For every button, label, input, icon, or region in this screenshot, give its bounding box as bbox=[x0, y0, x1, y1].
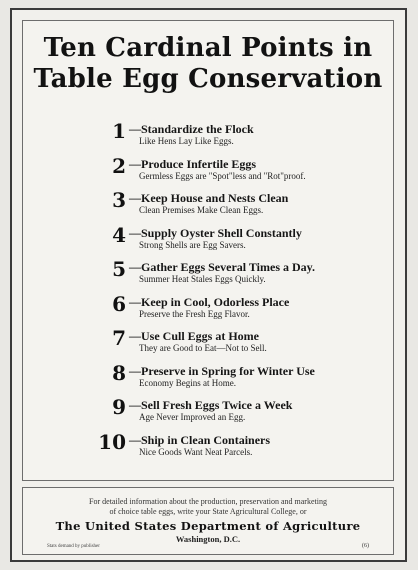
point-subtitle: Summer Heat Stales Eggs Quickly. bbox=[139, 274, 266, 284]
info-line: of choice table eggs, write your State Agricultural College, or bbox=[109, 507, 307, 516]
point-heading: —Supply Oyster Shell Constantly bbox=[129, 225, 302, 240]
point-number: 5 bbox=[112, 257, 126, 281]
cardinal-point-7 bbox=[98, 327, 388, 362]
cardinal-point-10 bbox=[98, 431, 388, 466]
info-text bbox=[43, 497, 373, 517]
cardinal-point-2 bbox=[98, 155, 388, 190]
point-subtitle: Clean Premises Make Clean Eggs. bbox=[139, 205, 264, 215]
poster-code: (6) bbox=[362, 543, 369, 549]
point-subtitle: They are Good to Eat—Not to Sell. bbox=[139, 343, 267, 353]
point-number: 2 bbox=[112, 153, 126, 178]
cardinal-point-6 bbox=[98, 293, 388, 328]
point-subtitle: Economy Begins at Home. bbox=[139, 377, 236, 388]
point-subtitle: Age Never Improved an Egg. bbox=[139, 412, 246, 422]
department-name: The United States Department of Agriculture bbox=[55, 519, 361, 533]
cardinal-point-3 bbox=[98, 189, 388, 224]
point-number: 6 bbox=[112, 291, 126, 316]
point-heading: —Use Cull Eggs at Home bbox=[129, 329, 259, 343]
publisher-credit: Stats demand by publisher bbox=[47, 544, 100, 549]
point-subtitle: Like Hens Lay Like Eggs. bbox=[139, 136, 234, 146]
point-number: 3 bbox=[112, 188, 126, 212]
footer-panel bbox=[22, 487, 394, 555]
poster-title bbox=[23, 33, 393, 95]
point-heading: —Preserve in Spring for Winter Use bbox=[129, 363, 315, 378]
cardinal-point-1 bbox=[98, 120, 388, 155]
poster-title-line: Table Egg Conservation bbox=[33, 64, 383, 94]
cardinal-point-9 bbox=[98, 396, 388, 431]
point-number: 7 bbox=[112, 326, 126, 350]
point-heading: —Produce Infertile Eggs bbox=[129, 156, 257, 171]
cardinal-point-8 bbox=[98, 362, 388, 397]
cardinal-point-4 bbox=[98, 224, 388, 259]
point-heading: —Gather Eggs Several Times a Day. bbox=[129, 260, 315, 274]
point-heading: —Sell Fresh Eggs Twice a Week bbox=[129, 398, 293, 412]
department-location: Washington, D.C. bbox=[175, 534, 241, 544]
cardinal-point-5 bbox=[98, 258, 388, 293]
main-panel bbox=[22, 20, 394, 481]
point-number: 10 bbox=[98, 429, 126, 454]
point-number: 4 bbox=[112, 222, 126, 247]
point-heading: —Standardize the Flock bbox=[129, 122, 254, 136]
point-subtitle: Preserve the Fresh Egg Flavor. bbox=[139, 308, 250, 319]
poster-title-line: Ten Cardinal Points in bbox=[43, 33, 373, 63]
point-subtitle: Nice Goods Want Neat Parcels. bbox=[139, 446, 253, 457]
point-heading: —Keep in Cool, Odorless Place bbox=[129, 294, 290, 309]
point-subtitle: Germless Eggs are "Spot"less and "Rot"proof. bbox=[139, 170, 306, 181]
point-subtitle: Strong Shells are Egg Savers. bbox=[139, 239, 246, 250]
point-number: 9 bbox=[112, 395, 126, 419]
cardinal-points-list bbox=[98, 120, 388, 465]
point-heading: —Keep House and Nests Clean bbox=[129, 191, 289, 205]
point-heading: —Ship in Clean Containers bbox=[129, 432, 271, 447]
info-line: For detailed information about the production, preservation and marketing bbox=[89, 497, 327, 506]
point-number: 8 bbox=[112, 360, 126, 385]
point-number: 1 bbox=[112, 119, 126, 143]
egg-conservation-poster bbox=[10, 8, 407, 562]
